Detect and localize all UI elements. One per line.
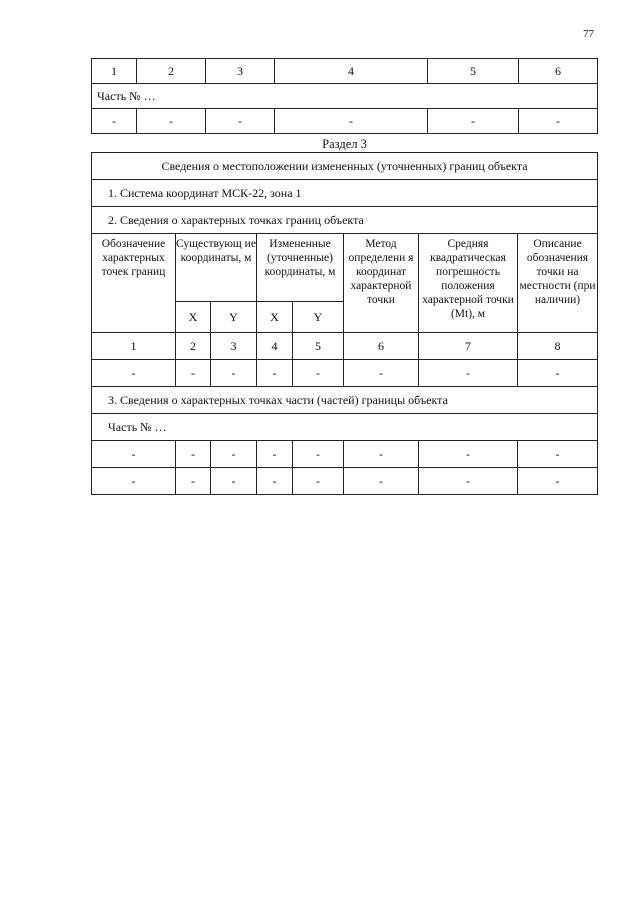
table-cell: - [428,109,519,134]
table-cell: - [344,360,419,387]
table-cell: - [257,441,293,468]
top-header-cell: 2 [137,59,206,84]
column-number: 2 [176,333,211,360]
table-cell: - [176,360,211,387]
header-changed-coordinates: Измененные (уточненные) координаты, м [257,234,344,302]
points-heading-row [92,207,598,234]
coordinate-system-row [92,180,598,207]
table-cell: - [275,109,428,134]
table-row [92,468,598,495]
main-table [91,152,598,495]
main-table-title-row [92,153,598,180]
part-label-row [92,414,598,441]
column-number: 8 [518,333,598,360]
table-cell: - [293,441,344,468]
column-number: 7 [419,333,518,360]
header-method: Метод определени я координат характерной точки [344,234,419,333]
table-cell: - [92,441,176,468]
table-cell: - [344,468,419,495]
part-label: Часть № … [92,84,598,109]
coordinate-system-line: 1. Система координат МСК-22, зона 1 [92,180,598,207]
table-row [92,360,598,387]
table-row [92,109,598,134]
part-points-heading-line: 3. Сведения о характерных точках части (частей) границы объекта [92,387,598,414]
table-cell: - [419,360,518,387]
table-cell: - [211,468,257,495]
header-x: X [176,302,211,333]
top-header-cell: 5 [428,59,519,84]
column-number: 1 [92,333,176,360]
header-y: Y [211,302,257,333]
column-number: 6 [344,333,419,360]
table-cell: - [92,468,176,495]
table-cell: - [211,360,257,387]
table-cell: - [92,109,137,134]
header-designation: Обозначение характерных точек границ [92,234,176,333]
column-number: 5 [293,333,344,360]
column-number: 3 [211,333,257,360]
table-cell: - [518,441,598,468]
table-cell: - [419,441,518,468]
points-heading-line: 2. Сведения о характерных точках границ объекта [92,207,598,234]
section-title: Раздел 3 [322,137,367,151]
table-cell: - [176,441,211,468]
part-label: Часть № … [92,414,598,441]
table-cell: - [293,468,344,495]
header-existing-coordinates: Существующ ие координаты, м [176,234,257,302]
table-cell: - [344,441,419,468]
header-description: Описание обозначения точки на местности (при наличии) [518,234,598,333]
table-cell: - [257,360,293,387]
table-cell: - [419,468,518,495]
table-cell: - [92,360,176,387]
top-table-header-row [92,59,598,84]
table-row [92,441,598,468]
table-cell: - [293,360,344,387]
column-numbers-row [92,333,598,360]
table-title: Сведения о местоположении измененных (уточненных) границ объекта [92,153,598,180]
table-cell: - [519,109,598,134]
header-x: X [257,302,293,333]
table-cell: - [206,109,275,134]
table-cell: - [211,441,257,468]
table-cell: - [518,360,598,387]
top-table-part-row [92,84,598,109]
column-headers-row [92,234,598,302]
table-cell: - [518,468,598,495]
top-header-cell: 6 [519,59,598,84]
page-number: 77 [583,28,594,40]
header-error: Средняя квадратическая погрешность положения характерной точки (Mt), м [419,234,518,333]
top-table [91,58,598,134]
table-cell: - [257,468,293,495]
top-header-cell: 1 [92,59,137,84]
top-header-cell: 3 [206,59,275,84]
table-cell: - [137,109,206,134]
column-number: 4 [257,333,293,360]
part-points-heading-row [92,387,598,414]
header-y: Y [293,302,344,333]
top-header-cell: 4 [275,59,428,84]
table-cell: - [176,468,211,495]
